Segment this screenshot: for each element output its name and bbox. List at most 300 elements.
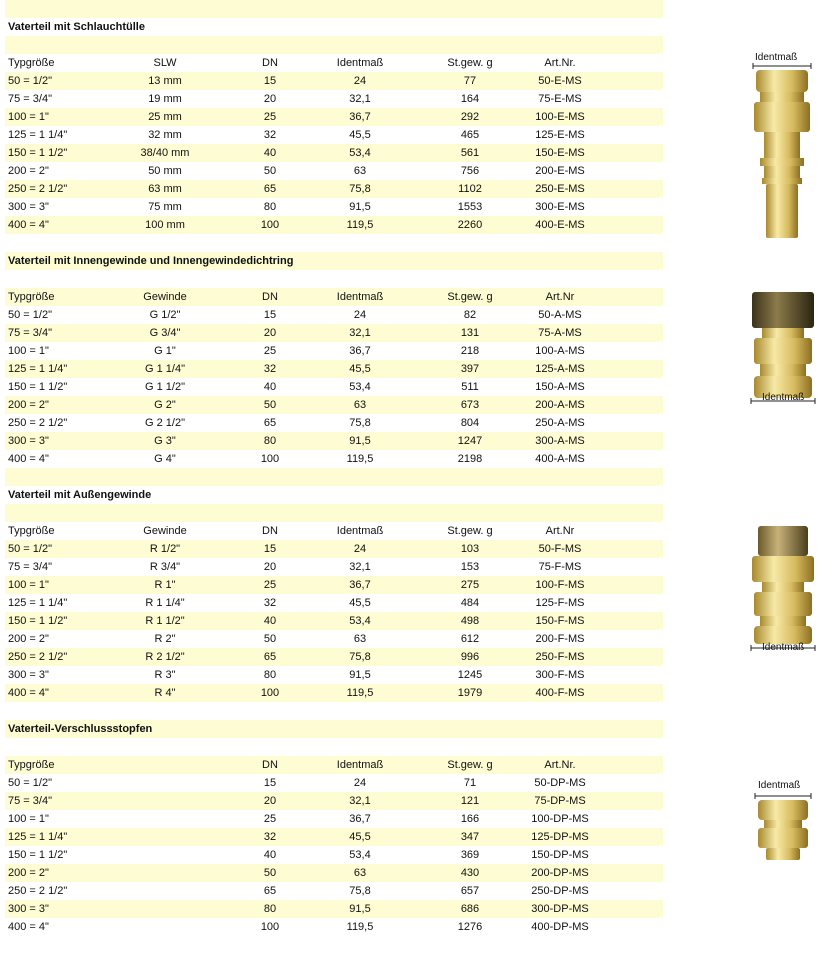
table-cell: 292 bbox=[460, 111, 480, 123]
product-image-a-ms bbox=[748, 288, 818, 408]
table-cell: 200 = 2" bbox=[8, 165, 49, 177]
table-cell: 300-A-MS bbox=[535, 435, 585, 447]
table-cell: 804 bbox=[460, 417, 480, 429]
table-cell: 75,8 bbox=[349, 183, 371, 195]
product-image-dp-ms bbox=[752, 780, 816, 864]
table-cell: 400 = 4" bbox=[8, 219, 49, 231]
table-cell: 119,5 bbox=[346, 453, 374, 465]
header-row bbox=[5, 54, 663, 72]
table-cell: 100 = 1" bbox=[8, 579, 49, 591]
table-cell: 53,4 bbox=[349, 381, 371, 393]
col-typ: Typgröße bbox=[8, 525, 55, 537]
table-row bbox=[5, 342, 663, 360]
table-row bbox=[5, 108, 663, 126]
table-cell: 100 bbox=[260, 687, 280, 699]
table-cell: 77 bbox=[463, 75, 477, 87]
table-cell: 250-A-MS bbox=[535, 417, 585, 429]
table-row bbox=[5, 162, 663, 180]
table-row bbox=[5, 684, 663, 702]
table-cell: 80 bbox=[263, 201, 277, 213]
table-cell: G 1 1/2" bbox=[145, 381, 185, 393]
col-gewinde: Gewinde bbox=[143, 525, 187, 537]
table-cell: 50 = 1/2" bbox=[8, 75, 52, 87]
col-ident: Identmaß bbox=[336, 57, 384, 69]
table-cell: 75-E-MS bbox=[538, 93, 582, 105]
table-row bbox=[5, 126, 663, 144]
table-cell: 103 bbox=[460, 543, 480, 555]
table-row bbox=[5, 900, 663, 918]
table-cell: 15 bbox=[263, 777, 277, 789]
col-typ: Typgröße bbox=[8, 759, 55, 771]
table-cell: 2260 bbox=[457, 219, 483, 231]
col-ident: Identmaß bbox=[336, 525, 384, 537]
table-cell: 400-A-MS bbox=[535, 453, 585, 465]
table-cell: 1276 bbox=[457, 921, 483, 933]
table-row bbox=[5, 450, 663, 468]
table-cell: R 3/4" bbox=[149, 561, 181, 573]
table-cell: 25 bbox=[263, 813, 277, 825]
table-cell: 400-E-MS bbox=[535, 219, 585, 231]
table-row bbox=[5, 576, 663, 594]
table-cell: 100-F-MS bbox=[535, 579, 585, 591]
table-cell: G 2" bbox=[154, 399, 176, 411]
section-title bbox=[5, 486, 663, 504]
table-cell: 125 = 1 1/4" bbox=[8, 597, 68, 609]
table-row bbox=[5, 828, 663, 846]
table-cell: 100 bbox=[260, 219, 280, 231]
table-cell: 400 = 4" bbox=[8, 921, 49, 933]
table-cell: 300 = 3" bbox=[8, 669, 49, 681]
table-cell: 32 mm bbox=[148, 129, 182, 141]
spacer-row bbox=[5, 234, 663, 252]
table-cell: 121 bbox=[460, 795, 480, 807]
col-ident: Identmaß bbox=[336, 759, 384, 771]
table-cell: 65 bbox=[263, 417, 277, 429]
table-cell: G 1" bbox=[154, 345, 176, 357]
col-artnr: Art.Nr bbox=[545, 291, 575, 303]
table-cell: 100 bbox=[260, 453, 280, 465]
hose-tail-coupling-icon bbox=[750, 52, 816, 242]
table-row bbox=[5, 666, 663, 684]
section-title-text: Vaterteil mit Schlauchtülle bbox=[8, 21, 145, 33]
table-cell: 50 = 1/2" bbox=[8, 777, 52, 789]
table-cell: 82 bbox=[463, 309, 477, 321]
table-cell: 1245 bbox=[457, 669, 483, 681]
table-row bbox=[5, 774, 663, 792]
table-cell: R 3" bbox=[154, 669, 176, 681]
table-cell: 40 bbox=[263, 147, 277, 159]
table-cell: 75 mm bbox=[148, 201, 182, 213]
table-cell: 75,8 bbox=[349, 651, 371, 663]
col-typ: Typgröße bbox=[8, 291, 55, 303]
table-cell: 36,7 bbox=[349, 345, 371, 357]
table-cell: 2198 bbox=[457, 453, 483, 465]
dimension-label: Identmaß bbox=[758, 780, 801, 791]
table-cell: 53,4 bbox=[349, 147, 371, 159]
table-cell: 63 bbox=[353, 399, 367, 411]
table-cell: 119,5 bbox=[346, 687, 374, 699]
col-gewinde: Gewinde bbox=[143, 291, 187, 303]
table-cell: 40 bbox=[263, 381, 277, 393]
table-dp-ms bbox=[5, 702, 663, 936]
table-cell: 75 = 3/4" bbox=[8, 561, 52, 573]
table-row bbox=[5, 144, 663, 162]
table-row bbox=[5, 810, 663, 828]
table-cell: 36,7 bbox=[349, 813, 371, 825]
table-cell: 119,5 bbox=[346, 921, 374, 933]
table-cell: 673 bbox=[460, 399, 480, 411]
table-cell: 50-A-MS bbox=[538, 309, 582, 321]
table-cell: 75 = 3/4" bbox=[8, 327, 52, 339]
table-row bbox=[5, 198, 663, 216]
table-cell: 50 bbox=[263, 165, 277, 177]
table-cell: 756 bbox=[460, 165, 480, 177]
table-cell: 53,4 bbox=[349, 615, 371, 627]
table-cell: 24 bbox=[353, 543, 367, 555]
table-row bbox=[5, 846, 663, 864]
table-cell: 75-A-MS bbox=[538, 327, 582, 339]
col-gew: St.gew. g bbox=[447, 759, 493, 771]
table-cell: G 1 1/4" bbox=[145, 363, 185, 375]
table-cell: 25 bbox=[263, 111, 277, 123]
table-cell: 150 = 1 1/2" bbox=[8, 381, 68, 393]
table-cell: 40 bbox=[263, 615, 277, 627]
table-cell: 164 bbox=[460, 93, 480, 105]
table-cell: 125 = 1 1/4" bbox=[8, 363, 68, 375]
table-cell: 125-DP-MS bbox=[531, 831, 589, 843]
product-image-f-ms bbox=[748, 522, 818, 658]
table-cell: R 2 1/2" bbox=[145, 651, 185, 663]
spacer-row bbox=[5, 702, 663, 720]
table-row bbox=[5, 90, 663, 108]
section-title-text: Vaterteil mit Außengewinde bbox=[8, 489, 152, 501]
table-cell: R 1/2" bbox=[149, 543, 181, 555]
table-cell: 1247 bbox=[457, 435, 483, 447]
table-cell: 20 bbox=[263, 795, 277, 807]
table-cell: 250 = 2 1/2" bbox=[8, 885, 68, 897]
table-cell: 32 bbox=[263, 831, 277, 843]
table-cell: 45,5 bbox=[349, 363, 371, 375]
table-row bbox=[5, 180, 663, 198]
table-cell: 100-DP-MS bbox=[531, 813, 589, 825]
section-title-text: Vaterteil mit Innengewinde und Innengewindedichtring bbox=[8, 255, 294, 267]
table-cell: 150 = 1 1/2" bbox=[8, 615, 68, 627]
table-row bbox=[5, 378, 663, 396]
table-cell: 1102 bbox=[458, 183, 482, 195]
male-thread-coupling-icon bbox=[748, 522, 818, 658]
table-cell: 1979 bbox=[457, 687, 483, 699]
table-cell: 50-E-MS bbox=[538, 75, 582, 87]
table-cell: 150-A-MS bbox=[535, 381, 585, 393]
table-row bbox=[5, 630, 663, 648]
table-cell: 25 bbox=[263, 579, 277, 591]
header-row bbox=[5, 756, 663, 774]
table-cell: 36,7 bbox=[349, 579, 371, 591]
table-row bbox=[5, 414, 663, 432]
table-cell: 19 mm bbox=[148, 93, 182, 105]
table-cell: 50 bbox=[263, 633, 277, 645]
table-cell: 32 bbox=[263, 363, 277, 375]
table-cell: G 2 1/2" bbox=[145, 417, 185, 429]
table-cell: 63 bbox=[353, 633, 367, 645]
table-cell: 200 = 2" bbox=[8, 399, 49, 411]
table-cell: 50 bbox=[263, 867, 277, 879]
table-row bbox=[5, 648, 663, 666]
table-cell: 20 bbox=[263, 561, 277, 573]
table-cell: 45,5 bbox=[349, 597, 371, 609]
col-gew: St.gew. g bbox=[447, 291, 493, 303]
table-cell: 657 bbox=[460, 885, 480, 897]
rows bbox=[5, 774, 663, 936]
table-cell: 250-F-MS bbox=[535, 651, 585, 663]
table-cell: 100 = 1" bbox=[8, 111, 49, 123]
table-cell: 430 bbox=[460, 867, 480, 879]
dimension-label: Identmaß bbox=[762, 392, 805, 403]
plug-coupling-icon bbox=[752, 780, 816, 864]
table-cell: 119,5 bbox=[346, 219, 374, 231]
table-cell: 166 bbox=[460, 813, 480, 825]
table-cell: 32,1 bbox=[349, 93, 371, 105]
table-cell: 38/40 mm bbox=[140, 147, 190, 159]
table-row bbox=[5, 882, 663, 900]
table-cell: 100 = 1" bbox=[8, 345, 49, 357]
table-cell: 32 bbox=[263, 129, 277, 141]
table-cell: 50 = 1/2" bbox=[8, 309, 52, 321]
table-row bbox=[5, 864, 663, 882]
table-cell: 150-E-MS bbox=[535, 147, 585, 159]
table-cell: 125-A-MS bbox=[535, 363, 585, 375]
table-row bbox=[5, 216, 663, 234]
table-cell: 75,8 bbox=[349, 885, 371, 897]
table-cell: G 3/4" bbox=[149, 327, 181, 339]
table-cell: 498 bbox=[460, 615, 480, 627]
table-cell: 63 mm bbox=[148, 183, 182, 195]
spacer-row bbox=[5, 270, 663, 288]
table-cell: 24 bbox=[353, 777, 367, 789]
table-cell: 75 = 3/4" bbox=[8, 93, 52, 105]
table-cell: 561 bbox=[460, 147, 480, 159]
table-cell: 32,1 bbox=[349, 561, 371, 573]
section-title-text: Vaterteil-Verschlussstopfen bbox=[8, 723, 153, 735]
table-cell: 300 = 3" bbox=[8, 903, 49, 915]
col-slw: SLW bbox=[153, 57, 177, 69]
col-dn: DN bbox=[262, 291, 278, 303]
table-cell: 686 bbox=[460, 903, 480, 915]
table-cell: 32,1 bbox=[349, 795, 371, 807]
table-cell: 71 bbox=[463, 777, 477, 789]
table-cell: 40 bbox=[263, 849, 277, 861]
table-cell: 465 bbox=[460, 129, 480, 141]
table-cell: 153 bbox=[460, 561, 480, 573]
table-cell: 32 bbox=[263, 597, 277, 609]
table-cell: 612 bbox=[460, 633, 480, 645]
dimension-label: Identmaß bbox=[755, 52, 798, 63]
table-cell: 150 = 1 1/2" bbox=[8, 147, 68, 159]
spacer-row bbox=[5, 468, 663, 486]
table-cell: 200 = 2" bbox=[8, 633, 49, 645]
table-cell: 80 bbox=[263, 669, 277, 681]
table-cell: G 1/2" bbox=[149, 309, 181, 321]
table-f-ms bbox=[5, 468, 663, 702]
table-cell: 45,5 bbox=[349, 831, 371, 843]
col-ident: Identmaß bbox=[336, 291, 384, 303]
table-cell: 200-A-MS bbox=[535, 399, 585, 411]
table-row bbox=[5, 72, 663, 90]
table-cell: 15 bbox=[263, 75, 277, 87]
table-cell: 32,1 bbox=[349, 327, 371, 339]
table-a-ms bbox=[5, 234, 663, 468]
table-cell: 200-E-MS bbox=[535, 165, 585, 177]
table-cell: 397 bbox=[460, 363, 480, 375]
table-cell: 75-F-MS bbox=[538, 561, 582, 573]
table-cell: 20 bbox=[263, 93, 277, 105]
table-cell: 80 bbox=[263, 435, 277, 447]
table-row bbox=[5, 612, 663, 630]
table-cell: 25 bbox=[263, 345, 277, 357]
table-cell: 300-E-MS bbox=[535, 201, 585, 213]
table-cell: 200-F-MS bbox=[535, 633, 585, 645]
col-dn: DN bbox=[262, 57, 278, 69]
table-cell: 369 bbox=[460, 849, 480, 861]
table-cell: 25 mm bbox=[148, 111, 182, 123]
rows bbox=[5, 72, 663, 234]
table-row bbox=[5, 432, 663, 450]
table-cell: 100 = 1" bbox=[8, 813, 49, 825]
table-cell: 63 bbox=[353, 165, 367, 177]
table-cell: 75-DP-MS bbox=[534, 795, 586, 807]
rows bbox=[5, 306, 663, 468]
table-cell: 300 = 3" bbox=[8, 201, 49, 213]
table-cell: R 1 1/2" bbox=[145, 615, 185, 627]
table-cell: 91,5 bbox=[349, 903, 371, 915]
table-cell: 250-DP-MS bbox=[531, 885, 589, 897]
table-cell: 400 = 4" bbox=[8, 453, 49, 465]
table-row bbox=[5, 918, 663, 936]
female-thread-coupling-icon bbox=[748, 288, 818, 408]
col-artnr: Art.Nr bbox=[545, 525, 575, 537]
table-row bbox=[5, 558, 663, 576]
col-typ: Typgröße bbox=[8, 57, 55, 69]
table-cell: 300 = 3" bbox=[8, 435, 49, 447]
table-row bbox=[5, 324, 663, 342]
table-cell: 300-DP-MS bbox=[531, 903, 589, 915]
table-cell: 50 = 1/2" bbox=[8, 543, 52, 555]
spacer-row bbox=[5, 738, 663, 756]
table-cell: 100-A-MS bbox=[535, 345, 585, 357]
table-cell: 511 bbox=[461, 381, 479, 393]
table-row bbox=[5, 594, 663, 612]
table-cell: 24 bbox=[353, 309, 367, 321]
table-cell: G 3" bbox=[154, 435, 176, 447]
header-row bbox=[5, 522, 663, 540]
table-cell: 75,8 bbox=[349, 417, 371, 429]
table-cell: 250 = 2 1/2" bbox=[8, 651, 68, 663]
table-cell: G 4" bbox=[154, 453, 176, 465]
dimension-label: Identmaß bbox=[762, 642, 805, 653]
table-cell: 50-DP-MS bbox=[534, 777, 586, 789]
table-cell: 65 bbox=[263, 651, 277, 663]
table-row bbox=[5, 360, 663, 378]
col-gew: St.gew. g bbox=[447, 57, 493, 69]
table-cell: 50 bbox=[263, 399, 277, 411]
col-dn: DN bbox=[262, 759, 278, 771]
table-cell: 300-F-MS bbox=[535, 669, 585, 681]
product-image-e-ms bbox=[750, 52, 816, 242]
table-cell: 400-DP-MS bbox=[531, 921, 589, 933]
col-artnr: Art.Nr. bbox=[544, 57, 576, 69]
rows bbox=[5, 540, 663, 702]
table-cell: 996 bbox=[460, 651, 480, 663]
header-row bbox=[5, 288, 663, 306]
table-cell: 125 = 1 1/4" bbox=[8, 129, 68, 141]
table-row bbox=[5, 396, 663, 414]
table-cell: 36,7 bbox=[349, 111, 371, 123]
table-cell: 400 = 4" bbox=[8, 687, 49, 699]
table-cell: 218 bbox=[460, 345, 480, 357]
table-cell: 400-F-MS bbox=[535, 687, 585, 699]
table-cell: 50-F-MS bbox=[538, 543, 582, 555]
table-cell: 250 = 2 1/2" bbox=[8, 183, 68, 195]
table-row bbox=[5, 306, 663, 324]
table-cell: R 2" bbox=[154, 633, 176, 645]
table-cell: 100-E-MS bbox=[535, 111, 585, 123]
table-cell: 65 bbox=[263, 885, 277, 897]
table-cell: 91,5 bbox=[349, 201, 371, 213]
table-cell: 100 bbox=[260, 921, 280, 933]
table-cell: 125-F-MS bbox=[535, 597, 585, 609]
table-cell: 65 bbox=[263, 183, 277, 195]
table-cell: 45,5 bbox=[349, 129, 371, 141]
table-cell: 91,5 bbox=[349, 435, 371, 447]
col-artnr: Art.Nr. bbox=[544, 759, 576, 771]
table-row bbox=[5, 540, 663, 558]
col-dn: DN bbox=[262, 525, 278, 537]
table-cell: 250-E-MS bbox=[535, 183, 585, 195]
section-title bbox=[5, 18, 663, 36]
table-cell: 484 bbox=[460, 597, 480, 609]
table-e-ms bbox=[5, 0, 663, 234]
table-cell: R 4" bbox=[154, 687, 176, 699]
table-cell: 150-F-MS bbox=[535, 615, 585, 627]
table-cell: 200-DP-MS bbox=[531, 867, 589, 879]
table-cell: 50 mm bbox=[148, 165, 182, 177]
table-cell: R 1 1/4" bbox=[145, 597, 185, 609]
table-cell: 15 bbox=[263, 543, 277, 555]
table-cell: 1553 bbox=[457, 201, 483, 213]
table-cell: 275 bbox=[460, 579, 480, 591]
table-cell: 53,4 bbox=[349, 849, 371, 861]
table-cell: 15 bbox=[263, 309, 277, 321]
table-cell: 125-E-MS bbox=[535, 129, 585, 141]
table-cell: 250 = 2 1/2" bbox=[8, 417, 68, 429]
spacer-row bbox=[5, 36, 663, 54]
col-gew: St.gew. g bbox=[447, 525, 493, 537]
table-cell: 150-DP-MS bbox=[531, 849, 589, 861]
section-title bbox=[5, 252, 663, 270]
table-cell: 80 bbox=[263, 903, 277, 915]
table-cell: 125 = 1 1/4" bbox=[8, 831, 68, 843]
table-cell: 20 bbox=[263, 327, 277, 339]
spacer-row bbox=[5, 0, 663, 18]
table-cell: 13 mm bbox=[148, 75, 182, 87]
table-cell: 24 bbox=[353, 75, 367, 87]
table-row bbox=[5, 792, 663, 810]
section-title bbox=[5, 720, 663, 738]
table-cell: 347 bbox=[460, 831, 480, 843]
table-cell: 200 = 2" bbox=[8, 867, 49, 879]
table-cell: 100 mm bbox=[145, 219, 185, 231]
table-cell: 91,5 bbox=[349, 669, 371, 681]
